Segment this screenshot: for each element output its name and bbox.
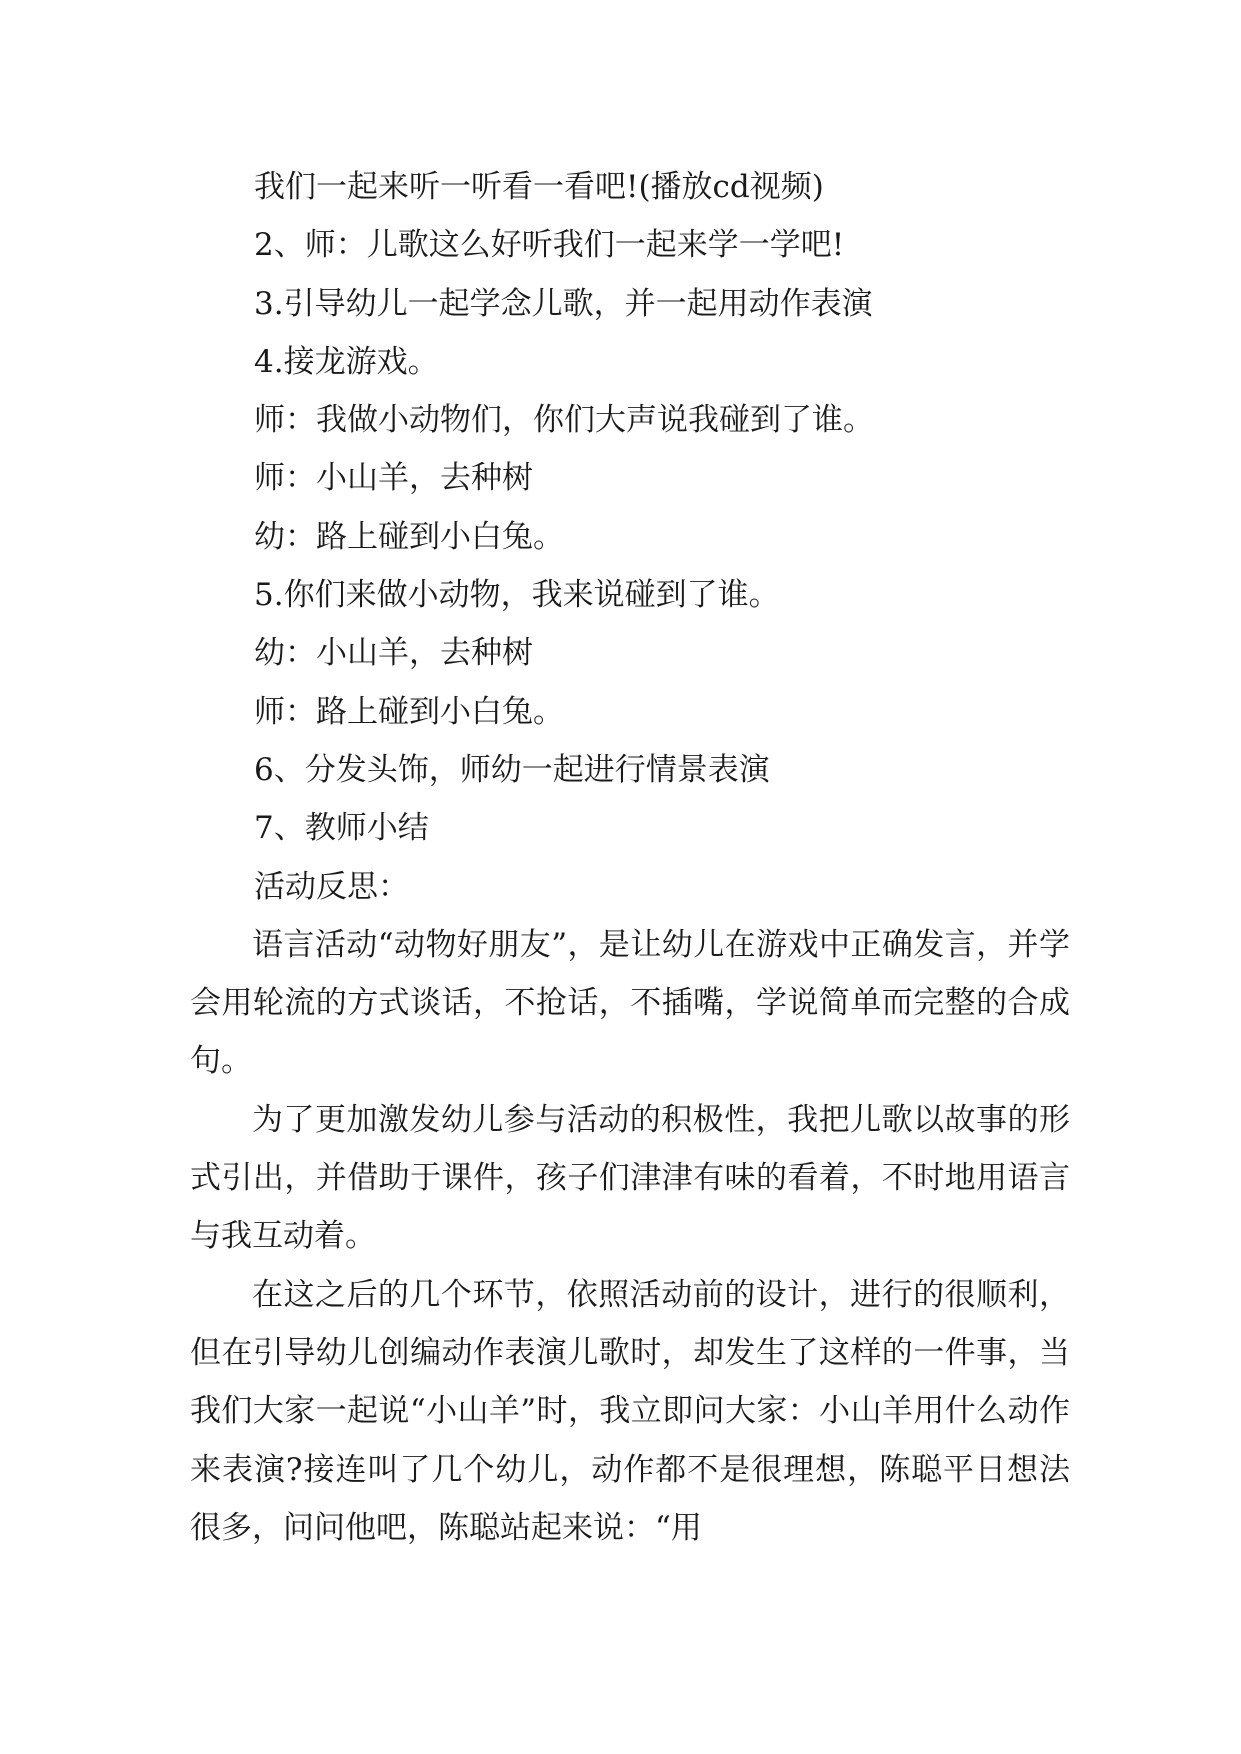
text-line: 师：路上碰到小白兔。 — [254, 693, 564, 730]
text-line: 师：我做小动物们，你们大声说我碰到了谁。 — [254, 402, 874, 439]
text-line: 4.接龙游戏。 — [254, 343, 439, 380]
paragraph: 在这之后的几个环节，依照活动前的设计，进行的很顺利，但在引导幼儿创编动作表演儿歌时，却发生了这样的一件事，当我们大家一起说“小山羊”时，我立即问大家：小山羊用什么动作来表演?接连叫了几个幼儿，动作都不是很理想，陈聪平日想法很多，问问他吧，陈聪站起来说：“用 — [190, 1276, 1070, 1546]
text-line: 7、教师小结 — [254, 810, 429, 847]
section-heading: 活动反思： — [254, 868, 409, 905]
text-line: 5.你们来做小动物，我来说碰到了谁。 — [254, 577, 780, 614]
document-body — [190, 158, 1070, 1557]
text-line: 幼：路上碰到小白兔。 — [254, 518, 564, 555]
text-line: 3.引导幼儿一起学念儿歌，并一起用动作表演 — [254, 285, 873, 322]
text-line: 2、师：儿歌这么好听我们一起来学一学吧! — [254, 227, 845, 264]
text-line: 我们一起来听一听看一看吧!(播放cd视频) — [254, 169, 824, 205]
paragraph: 为了更加激发幼儿参与活动的积极性，我把儿歌以故事的形式引出，并借助于课件，孩子们津津有味的看着，不时地用语言与我互动着。 — [190, 1101, 1070, 1255]
text-line: 6、分发头饰，师幼一起进行情景表演 — [254, 751, 770, 788]
paragraph: 语言活动“动物好朋友”，是让幼儿在游戏中正确发言，并学会用轮流的方式谈话，不抢话，不插嘴，学说简单而完整的合成句。 — [190, 926, 1070, 1080]
text-line: 幼：小山羊，去种树 — [254, 635, 533, 672]
text-line: 师：小山羊，去种树 — [254, 460, 533, 497]
